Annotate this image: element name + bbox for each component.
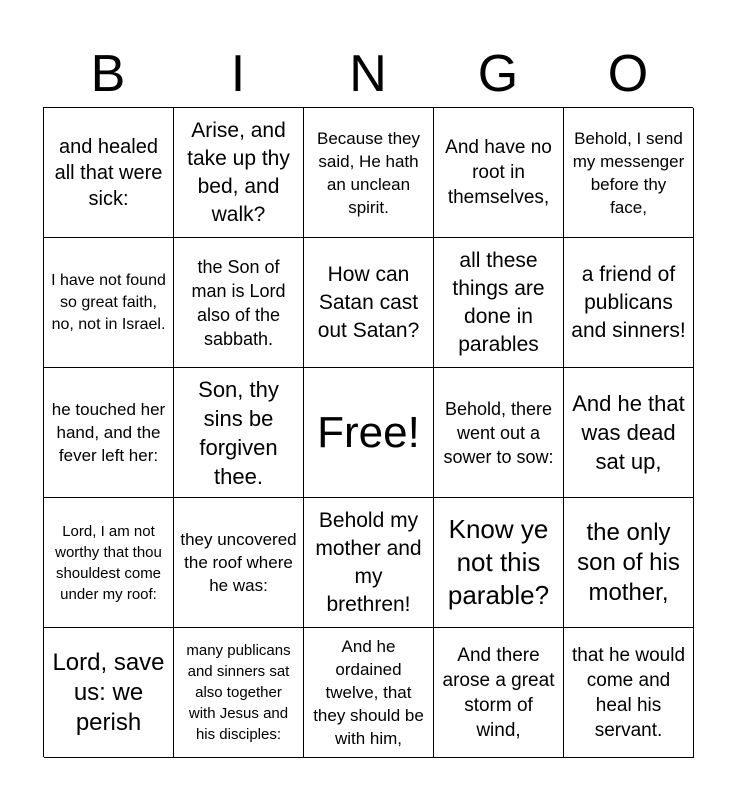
bingo-cell[interactable]: Know ye not this parable? [434, 498, 564, 628]
bingo-cell[interactable]: many publicans and sinners sat also together with Jesus and his disciples: [174, 628, 304, 758]
bingo-cell[interactable]: I have not found so great faith, no, not in Israel. [44, 238, 174, 368]
bingo-cell[interactable]: the Son of man is Lord also of the sabbath. [174, 238, 304, 368]
bingo-cell[interactable]: And there arose a great storm of wind, [434, 628, 564, 758]
header-letter-g: G [477, 45, 519, 103]
bingo-cell[interactable]: they uncovered the roof where he was: [174, 498, 304, 628]
bingo-cell[interactable]: Arise, and take up thy bed, and walk? [174, 108, 304, 238]
bingo-cell[interactable]: And he that was dead sat up, [564, 368, 694, 498]
bingo-cell[interactable]: Son, thy sins be forgiven thee. [174, 368, 304, 498]
bingo-cell[interactable]: that he would come and heal his servant. [564, 628, 694, 758]
header-letter-n: N [349, 45, 387, 103]
free-space[interactable]: Free! [304, 368, 434, 498]
bingo-cell[interactable]: Lord, I am not worthy that thou shouldest come under my roof: [44, 498, 174, 628]
bingo-grid [43, 107, 693, 757]
bingo-cell[interactable]: Behold, there went out a sower to sow: [434, 368, 564, 498]
bingo-cell[interactable]: the only son of his mother, [564, 498, 694, 628]
bingo-cell[interactable]: and healed all that were sick: [44, 108, 174, 238]
bingo-cell[interactable]: he touched her hand, and the fever left her: [44, 368, 174, 498]
header-letter-i: I [230, 45, 246, 103]
bingo-cell[interactable]: a friend of publicans and sinners! [564, 238, 694, 368]
bingo-cell[interactable]: Because they said, He hath an unclean spirit. [304, 108, 434, 238]
bingo-cell[interactable]: How can Satan cast out Satan? [304, 238, 434, 368]
header-letter-o: O [607, 45, 649, 103]
header-letter-b: B [90, 45, 126, 103]
bingo-cell[interactable]: Behold my mother and my brethren! [304, 498, 434, 628]
bingo-cell[interactable]: And have no root in themselves, [434, 108, 564, 238]
bingo-cell[interactable]: Lord, save us: we perish [44, 628, 174, 758]
bingo-cell[interactable]: Behold, I send my messenger before thy face, [564, 108, 694, 238]
bingo-cell[interactable]: And he ordained twelve, that they should be with him, [304, 628, 434, 758]
bingo-cell[interactable]: all these things are done in parables [434, 238, 564, 368]
bingo-header [43, 40, 693, 108]
